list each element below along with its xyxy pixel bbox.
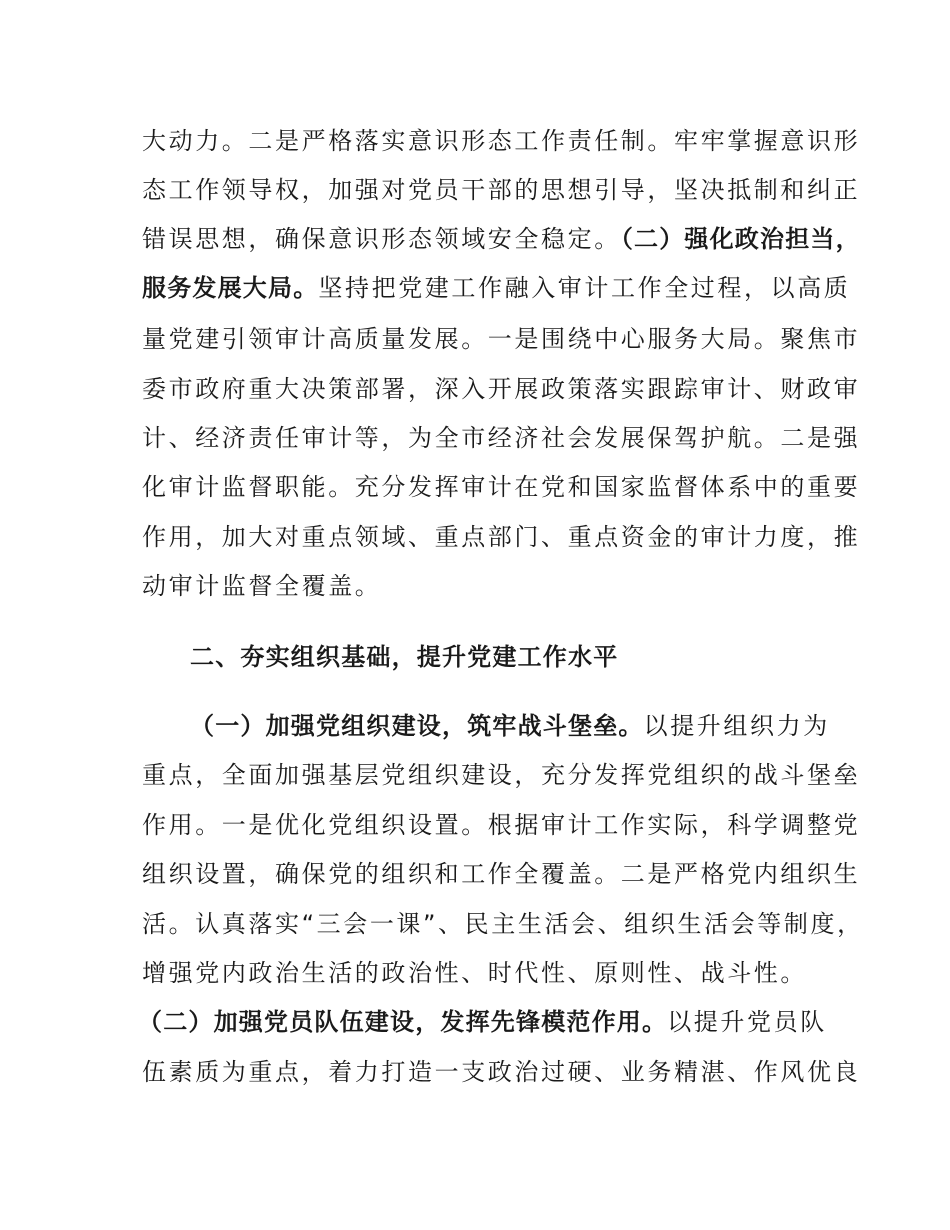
text-run: 组织设置，确保党的组织和工作全覆盖。二是严格党内组织生 — [142, 860, 861, 888]
text-run: 动审计监督全覆盖。 — [142, 572, 382, 600]
text-run: 大动力。二是严格落实意识形态工作责任制。牢牢掌握意识形 — [142, 127, 861, 155]
text-run: 态工作领导权，加强对党员干部的思想引导，坚决抵制和纠正 — [142, 176, 861, 204]
text-line — [138, 1002, 828, 1042]
text-line — [142, 953, 832, 993]
text-line — [142, 369, 861, 409]
text-run: 化审计监督职能。充分发挥审计在党和国家监督体系中的重要 — [142, 473, 861, 501]
text-run: 作用。一是优化党组织设置。根据审计工作实际，科学调整党 — [142, 811, 861, 839]
text-run: 坚持把党建工作融入审计工作全过程，以高质 — [318, 274, 851, 302]
text-line — [142, 566, 832, 606]
text-line — [142, 170, 861, 210]
bold-heading-run: （二）加强党员队伍建设，发挥先锋模范作用。 — [138, 1008, 668, 1036]
text-run: 活。认真落实“三会一课”、民主生活会、组织生活会等制度， — [142, 910, 864, 938]
text-line — [142, 418, 861, 458]
text-line — [142, 854, 861, 894]
text-line — [142, 755, 861, 795]
text-run: 错误思想，确保意识形态领域安全稳定。 — [142, 225, 621, 253]
text-run: 以提升党员队 — [667, 1008, 827, 1036]
bold-heading-run: （二）强化政治担当， — [620, 225, 861, 253]
text-line — [142, 467, 861, 507]
text-run: 作用，加大对重点领域、重点部门、重点资金的审计力度，推 — [142, 523, 861, 551]
text-line — [142, 517, 861, 557]
bold-heading-run: （一）加强党组织建设，筑牢战斗堡垒。 — [190, 712, 644, 740]
text-line — [142, 268, 851, 308]
text-run: 量党建引领审计高质量发展。一是围绕中心服务大局。聚焦市 — [142, 325, 861, 353]
text-line — [142, 121, 861, 161]
text-run: 伍素质为重点，着力打造一支政治过硬、业务精湛、作风优良 — [142, 1058, 861, 1086]
bold-heading-run: 服务发展大局。 — [142, 274, 319, 302]
text-run: 计、经济责任审计等，为全市经济社会发展保驾护航。二是强 — [142, 424, 861, 452]
text-run: 以提升组织力为 — [643, 712, 830, 740]
text-line — [142, 805, 861, 845]
section-heading-text: 二、夯实组织基础，提升党建工作水平 — [190, 643, 619, 671]
section-heading — [190, 637, 880, 677]
text-line — [142, 904, 864, 944]
text-run: 委市政府重大决策部署，深入开展政策落实跟踪审计、财政审 — [142, 375, 861, 403]
text-line — [142, 319, 861, 359]
text-line — [142, 1052, 861, 1092]
text-line — [142, 219, 861, 259]
text-run: 重点，全面加强基层党组织建设，充分发挥党组织的战斗堡垒 — [142, 761, 861, 789]
text-run: 增强党内政治生活的政治性、时代性、原则性、战斗性。 — [142, 959, 807, 987]
text-line — [190, 706, 880, 746]
